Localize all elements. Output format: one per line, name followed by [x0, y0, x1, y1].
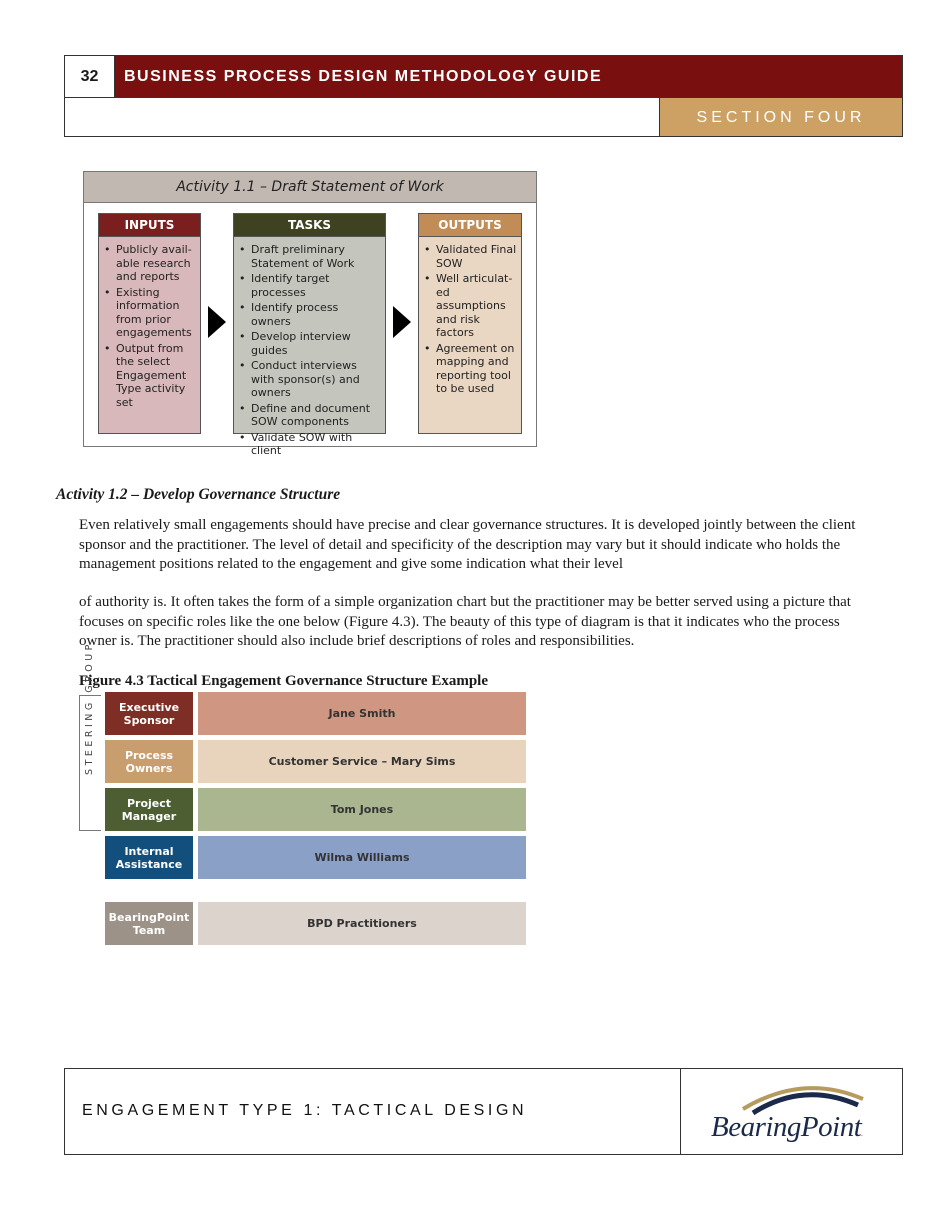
- governance-row: [105, 788, 526, 831]
- person-name: BPD Practitioners: [198, 902, 526, 945]
- list-item: • Agreement on mapping and reporting tool to be used: [436, 342, 517, 396]
- inputs-list: [99, 237, 200, 409]
- list-item: • Identify target processes: [251, 272, 381, 299]
- footer-divider: [680, 1069, 681, 1154]
- section-label: SECTION FOUR: [659, 98, 902, 136]
- page-footer: [64, 1068, 903, 1155]
- list-item: • Validate SOW with client: [251, 431, 381, 458]
- governance-row: [105, 740, 526, 783]
- governance-row: [105, 692, 526, 735]
- list-item: • Validated Final SOW: [436, 243, 517, 270]
- person-name: Jane Smith: [198, 692, 526, 735]
- list-item: • Draft preliminary Statement of Work: [251, 243, 381, 270]
- list-item: • Define and document SOW components: [251, 402, 381, 429]
- list-item: • Well articulat-ed assumptions and risk factors: [436, 272, 517, 340]
- paragraph: Even relatively small engagements should have precise and clear governance structures. It is developed jointly between the client sponsor and the practitioner. The level of detail and specificity of the description may vary but it should indicate who holds the management positions related to the engagement and give some indication what their level: [79, 517, 856, 572]
- inputs-heading: INPUTS: [99, 214, 200, 237]
- inputs-column: [98, 213, 201, 434]
- tasks-column: [233, 213, 386, 457]
- governance-row: [105, 836, 526, 879]
- person-name: Wilma Williams: [198, 836, 526, 879]
- logo-wordmark: BearingPoint.: [711, 1111, 863, 1143]
- governance-row: [105, 902, 526, 945]
- steering-group-label: STEERING GROUP: [84, 641, 95, 775]
- page-header: [64, 55, 903, 137]
- tasks-heading: TASKS: [234, 214, 385, 237]
- outputs-heading: OUTPUTS: [419, 214, 521, 237]
- role-label: Project Manager: [105, 788, 193, 831]
- role-label: Internal Assistance: [105, 836, 193, 879]
- activity-diagram: [83, 171, 537, 457]
- list-item: • Develop interview guides: [251, 330, 381, 357]
- list-item: • Conduct interviews with sponsor(s) and owners: [251, 359, 381, 400]
- arrow-right-icon: [208, 306, 226, 338]
- paragraph: of authority is. It often takes the form of a simple organization chart but the practitioner may be better served using a picture that focuses on specific roles like the one below (Figure 4.3). The beauty of this type of diagram is that it indicates who the process owner is. The practitioner should also include brief descriptions of roles and responsibilities.: [79, 594, 851, 649]
- person-name: Tom Jones: [198, 788, 526, 831]
- list-item: • Existing information from prior engagements: [116, 286, 196, 340]
- outputs-list: [419, 237, 521, 396]
- role-label: Process Owners: [105, 740, 193, 783]
- list-item: • Publicly avail-able research and reports: [116, 243, 196, 284]
- role-label: Executive Sponsor: [105, 692, 193, 735]
- arrow-right-icon: [393, 306, 411, 338]
- tasks-list: [234, 237, 385, 458]
- list-item: • Output from the select Engagement Type activity set: [116, 342, 196, 410]
- document-title: BUSINESS PROCESS DESIGN METHODOLOGY GUIDE: [115, 56, 902, 97]
- outputs-column: [418, 213, 522, 434]
- section-heading: Activity 1.2 – Develop Governance Structure: [56, 486, 341, 503]
- page-number: 32: [65, 56, 115, 97]
- figure-caption: Figure 4.3 Tactical Engagement Governance Structure Example: [79, 673, 488, 689]
- role-label: BearingPoint Team: [105, 902, 193, 945]
- bearingpoint-logo: [693, 1077, 893, 1149]
- list-item: • Identify process owners: [251, 301, 381, 328]
- activity-title: Activity 1.1 – Draft Statement of Work: [84, 172, 536, 203]
- person-name: Customer Service – Mary Sims: [198, 740, 526, 783]
- footer-text: ENGAGEMENT TYPE 1: TACTICAL DESIGN: [82, 1102, 528, 1119]
